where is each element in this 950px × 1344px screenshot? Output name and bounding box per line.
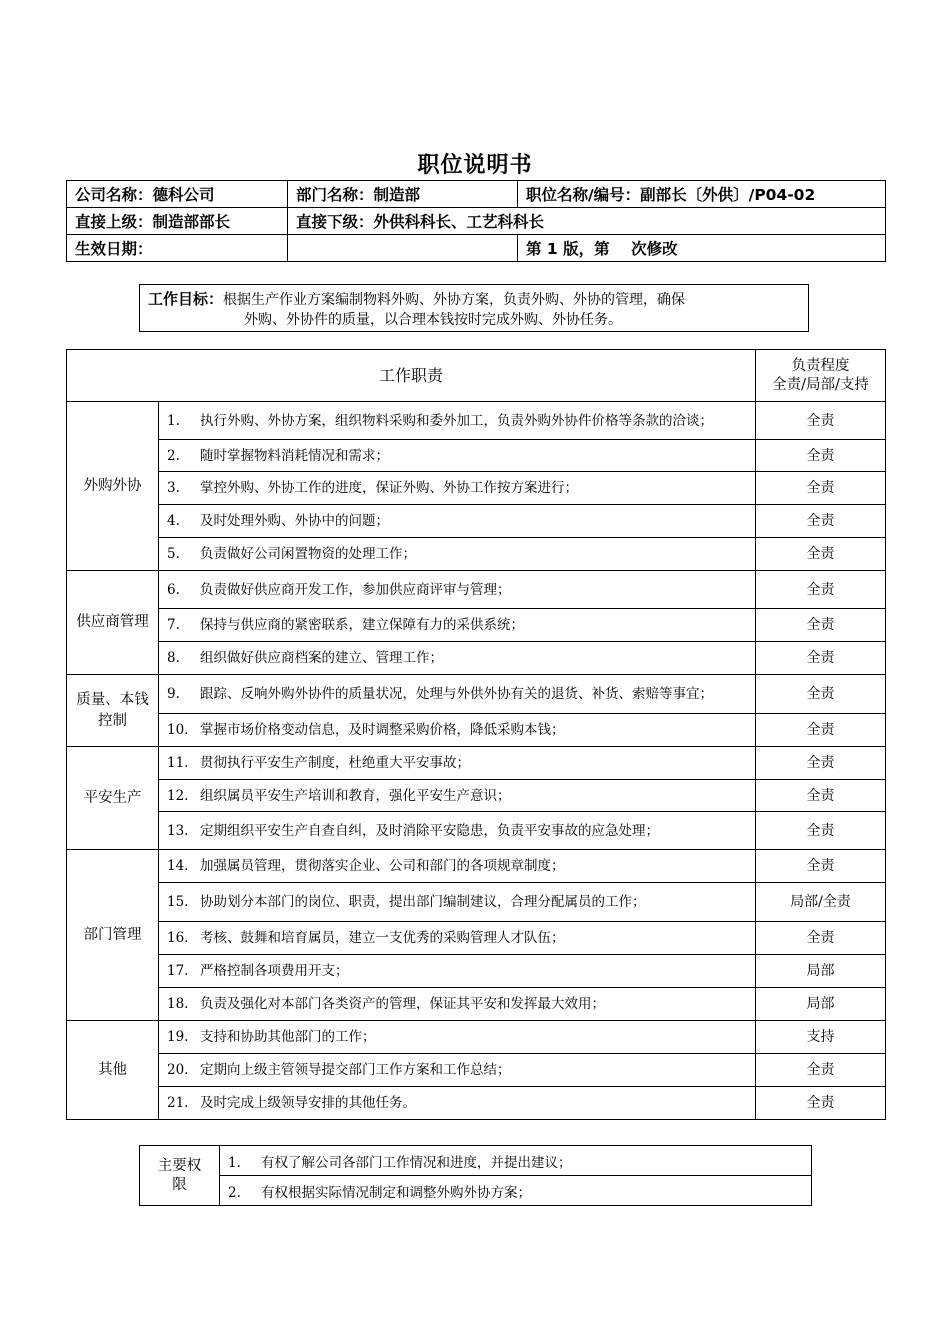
duty-text: 掌握市场价格变动信息，及时调整采购价格，降低采购本钱； bbox=[200, 722, 565, 738]
duty-text: 负责做好公司闲置物资的处理工作； bbox=[200, 546, 416, 562]
duty-text: 负责做好供应商开发工作，参加供应商评审与管理； bbox=[200, 581, 511, 598]
header-table bbox=[66, 180, 886, 262]
duty-level: 全责 bbox=[756, 675, 886, 714]
authority-row bbox=[140, 1176, 812, 1206]
duty-item-body bbox=[167, 1095, 747, 1111]
company-name: 公司名称：德科公司 bbox=[67, 181, 288, 208]
duty-item-body bbox=[167, 617, 747, 633]
authority-text: 有权了解公司各部门工作情况和进度，并提出建议； bbox=[261, 1154, 572, 1171]
duty-level: 支持 bbox=[756, 1021, 886, 1054]
level-header-line-1: 负责程度 bbox=[791, 357, 850, 374]
duty-row bbox=[67, 714, 886, 747]
duty-category: 部门管理 bbox=[67, 850, 159, 1021]
duty-category: 质量、本钱控制 bbox=[67, 675, 159, 747]
duty-item bbox=[159, 440, 756, 472]
duty-item-body bbox=[167, 581, 747, 598]
duty-item-body bbox=[167, 412, 747, 429]
duty-text: 协助划分本部门的岗位、职责，提出部门编制建议，合理分配属员的工作； bbox=[200, 894, 646, 910]
duty-item bbox=[159, 714, 756, 747]
duty-item-body bbox=[167, 996, 747, 1012]
duty-level: 全责 bbox=[756, 1054, 886, 1087]
duty-row bbox=[67, 780, 886, 812]
duty-item-body bbox=[167, 1029, 747, 1045]
duty-item bbox=[159, 988, 756, 1021]
duty-number: 16. bbox=[167, 930, 189, 946]
duty-item-body bbox=[167, 513, 747, 529]
duty-number: 19. bbox=[167, 1029, 189, 1045]
duty-level: 全责 bbox=[756, 780, 886, 812]
duty-row bbox=[67, 538, 886, 571]
duty-number: 12. bbox=[167, 787, 189, 804]
position-name: 职位名称/编号：副部长〔外供〕/P04-02 bbox=[518, 181, 886, 208]
duty-number: 4. bbox=[167, 513, 180, 529]
duty-number: 15. bbox=[167, 894, 189, 910]
duty-text: 保持与供应商的紧密联系，建立保障有力的采供系统； bbox=[200, 617, 524, 633]
duty-number: 2. bbox=[167, 447, 180, 464]
duty-number: 1. bbox=[167, 412, 180, 429]
duty-item bbox=[159, 850, 756, 883]
duty-level: 全责 bbox=[756, 538, 886, 571]
authority-number: 1. bbox=[228, 1154, 241, 1171]
duty-text: 执行外购、外协方案，组织物料采购和委外加工，负责外购外协件价格等条款的洽谈； bbox=[200, 412, 713, 429]
duty-number: 6. bbox=[167, 581, 180, 598]
duty-level: 全责 bbox=[756, 850, 886, 883]
duty-category: 平安生产 bbox=[67, 747, 159, 850]
effective-date: 生效日期： bbox=[67, 235, 288, 262]
duty-number: 14. bbox=[167, 858, 189, 874]
duty-level: 局部 bbox=[756, 988, 886, 1021]
authority-item bbox=[220, 1146, 812, 1176]
duty-item bbox=[159, 538, 756, 571]
duty-item-body bbox=[167, 546, 747, 562]
duty-row bbox=[67, 472, 886, 505]
duty-item-body bbox=[167, 447, 747, 464]
duty-item bbox=[159, 675, 756, 714]
duty-item bbox=[159, 642, 756, 675]
authority-text: 有权根据实际情况制定和调整外购外协方案； bbox=[261, 1184, 531, 1201]
duty-number: 5. bbox=[167, 546, 180, 562]
duty-text: 及时处理外购、外协中的问题； bbox=[200, 513, 389, 529]
duty-item bbox=[159, 1087, 756, 1120]
duty-category: 供应商管理 bbox=[67, 571, 159, 675]
duty-level: 全责 bbox=[756, 571, 886, 609]
duty-row bbox=[67, 988, 886, 1021]
duty-item bbox=[159, 747, 756, 780]
duty-row bbox=[67, 402, 886, 440]
duty-item-body bbox=[167, 787, 747, 804]
duty-text: 随时掌握物料消耗情况和需求； bbox=[200, 447, 389, 464]
duty-text: 组织属员平安生产培训和教育，强化平安生产意识； bbox=[200, 787, 511, 804]
level-header-line-2: 全责/局部/支持 bbox=[772, 376, 869, 393]
duty-text: 组织做好供应商档案的建立、管理工作； bbox=[200, 650, 443, 666]
authority-number: 2. bbox=[228, 1184, 241, 1201]
duty-item bbox=[159, 609, 756, 642]
duty-item bbox=[159, 472, 756, 505]
work-goal-line-1: 根据生产作业方案编制物料外购、外协方案，负责外购、外协的管理，确保 bbox=[223, 292, 686, 308]
work-goal-label: 工作目标： bbox=[148, 290, 224, 308]
duty-row bbox=[67, 747, 886, 780]
duty-text: 跟踪、反响外购外协件的质量状况，处理与外供外协有关的退货、补货、索赔等事宜； bbox=[200, 686, 713, 702]
duty-level: 全责 bbox=[756, 440, 886, 472]
duty-row bbox=[67, 850, 886, 883]
duty-level: 局部 bbox=[756, 955, 886, 988]
direct-superior: 直接上级：制造部部长 bbox=[67, 208, 288, 235]
authority-label: 主要权限 bbox=[140, 1146, 220, 1206]
duty-text: 掌控外购、外协工作的进度，保证外购、外协工作按方案进行； bbox=[200, 480, 578, 496]
duty-item-body bbox=[167, 722, 747, 738]
duty-number: 7. bbox=[167, 617, 180, 633]
duty-level: 全责 bbox=[756, 609, 886, 642]
duty-row bbox=[67, 1087, 886, 1120]
duty-text: 支持和协助其他部门的工作； bbox=[200, 1029, 376, 1045]
duty-number: 11. bbox=[167, 755, 189, 771]
direct-subordinate: 直接下级：外供科科长、工艺科科长 bbox=[288, 208, 886, 235]
duty-level: 全责 bbox=[756, 812, 886, 850]
duty-number: 21. bbox=[167, 1095, 189, 1111]
duty-item bbox=[159, 571, 756, 609]
duty-text: 贯彻执行平安生产制度，杜绝重大平安事故； bbox=[200, 755, 470, 771]
duty-text: 考核、鼓舞和培育属员，建立一支优秀的采购管理人才队伍； bbox=[200, 930, 565, 946]
duties-column-title: 工作职责 bbox=[67, 350, 756, 402]
duty-text: 及时完成上级领导安排的其他任务。 bbox=[200, 1095, 416, 1111]
document-title: 职位说明书 bbox=[417, 153, 533, 178]
duty-category: 其他 bbox=[67, 1021, 159, 1120]
duty-level: 全责 bbox=[756, 642, 886, 675]
duty-item-body bbox=[167, 822, 747, 839]
authority-table bbox=[139, 1145, 812, 1206]
duty-row bbox=[67, 505, 886, 538]
level-column-header bbox=[756, 350, 886, 402]
duty-level: 全责 bbox=[756, 505, 886, 538]
duty-item-body bbox=[167, 858, 747, 874]
duty-level: 全责 bbox=[756, 402, 886, 440]
duty-row bbox=[67, 922, 886, 955]
duty-row bbox=[67, 642, 886, 675]
duty-item bbox=[159, 1054, 756, 1087]
duty-item-body bbox=[167, 1062, 747, 1078]
duty-row bbox=[67, 1021, 886, 1054]
duty-level: 全责 bbox=[756, 1087, 886, 1120]
duty-level: 全责 bbox=[756, 747, 886, 780]
duty-number: 17. bbox=[167, 963, 189, 979]
duty-text: 负责及强化对本部门各类资产的管理，保证其平安和发挥最大效用； bbox=[200, 996, 605, 1012]
duty-text: 定期向上级主管领导提交部门工作方案和工作总结； bbox=[200, 1062, 511, 1078]
duty-row bbox=[67, 1054, 886, 1087]
duty-item bbox=[159, 505, 756, 538]
duty-item-body bbox=[167, 755, 747, 771]
duty-item-body bbox=[167, 894, 747, 910]
duty-item bbox=[159, 812, 756, 850]
duty-level: 全责 bbox=[756, 922, 886, 955]
duty-text: 严格控制各项费用开支； bbox=[200, 963, 349, 979]
duty-number: 8. bbox=[167, 650, 180, 666]
duty-category: 外购外协 bbox=[67, 402, 159, 571]
authority-row bbox=[140, 1146, 812, 1176]
duty-number: 10. bbox=[167, 722, 189, 738]
duty-item-body bbox=[167, 963, 747, 979]
duty-number: 20. bbox=[167, 1062, 189, 1078]
duty-row bbox=[67, 571, 886, 609]
duty-item-body bbox=[167, 930, 747, 946]
version-info: 第 1 版，第 次修改 bbox=[518, 235, 886, 262]
duty-text: 加强属员管理，贯彻落实企业、公司和部门的各项规章制度； bbox=[200, 858, 565, 874]
duty-number: 13. bbox=[167, 822, 189, 839]
duty-level: 全责 bbox=[756, 472, 886, 505]
duty-row bbox=[67, 440, 886, 472]
authority-item bbox=[220, 1176, 812, 1206]
duty-row bbox=[67, 609, 886, 642]
duty-number: 9. bbox=[167, 686, 180, 702]
duty-text: 定期组织平安生产自查自纠，及时消除平安隐患，负责平安事故的应急处理； bbox=[200, 822, 659, 839]
effective-date-value bbox=[288, 235, 518, 262]
duty-level: 全责 bbox=[756, 714, 886, 747]
duty-item-body bbox=[167, 686, 747, 702]
work-goal-line-2: 外购、外协件的质量，以合理本钱按时完成外购、外协任务。 bbox=[244, 312, 622, 328]
duty-item bbox=[159, 402, 756, 440]
duty-row bbox=[67, 883, 886, 922]
duty-item-body bbox=[167, 480, 747, 496]
duty-item bbox=[159, 922, 756, 955]
duty-row bbox=[67, 675, 886, 714]
duty-item bbox=[159, 883, 756, 922]
duty-item-body bbox=[167, 650, 747, 666]
duty-item bbox=[159, 780, 756, 812]
duty-number: 18. bbox=[167, 996, 189, 1012]
duties-table bbox=[66, 349, 886, 1120]
duty-row bbox=[67, 812, 886, 850]
duty-level: 局部/全责 bbox=[756, 883, 886, 922]
duty-item bbox=[159, 955, 756, 988]
duty-number: 3. bbox=[167, 480, 180, 496]
duty-row bbox=[67, 955, 886, 988]
duty-item bbox=[159, 1021, 756, 1054]
department-name: 部门名称：制造部 bbox=[288, 181, 518, 208]
work-goal-box bbox=[139, 284, 809, 332]
